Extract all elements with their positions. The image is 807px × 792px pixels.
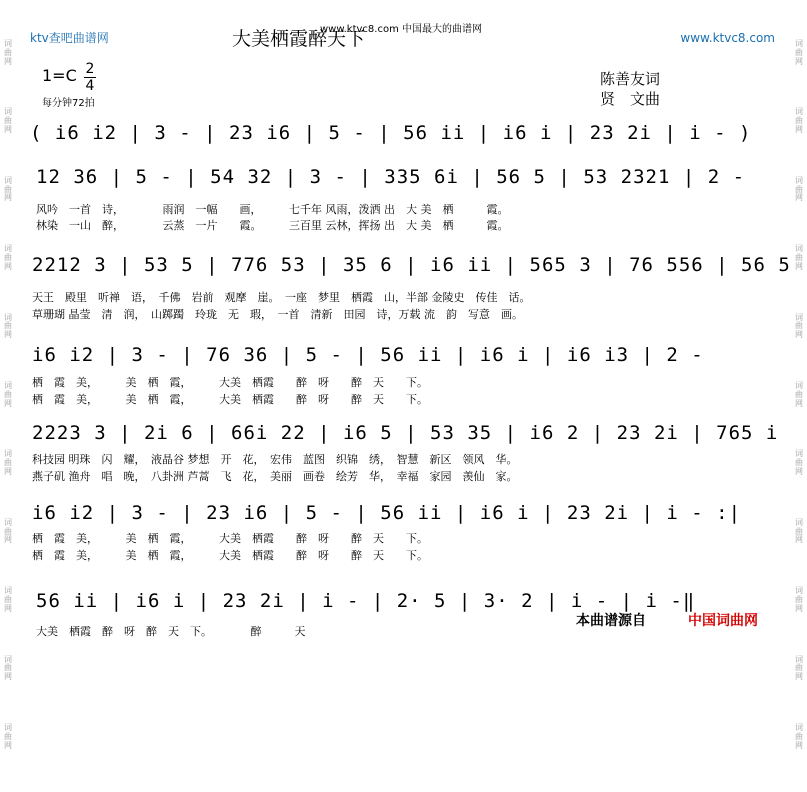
- site-url-right: www.ktvc8.com: [680, 31, 775, 45]
- melody-line-4: i6 i2 | 3 - | 76 36 | 5 - | 56 ii | i6 i | i6 i3 | 2 -: [32, 344, 704, 366]
- lyrics-line-2a: 风吟 一首 诗， 雨润 一幅 画， 七千年 风雨，泼洒 出 大 美 栖 霞。: [36, 203, 509, 216]
- source-label: 本曲谱源自: [576, 613, 646, 629]
- melody-line-3: 2212 3 | 53 5 | 776 53 | 35 6 | i6 ii | 565 3 | 76 556 | 56 5: [32, 254, 791, 276]
- site-name-left: ktv查吧曲谱网: [30, 31, 109, 45]
- key-signature: 1=C: [42, 66, 77, 85]
- melody-line-1: ( i6 i2 | 3 - | 23 i6 | 5 - | 56 ii | i6 i | 23 2i | i - ): [30, 122, 752, 144]
- time-signature: [84, 62, 96, 93]
- source-site: 中国词曲网: [688, 613, 758, 629]
- melody-line-5: 2223 3 | 2i 6 | 66i 22 | i6 5 | 53 35 | i6 2 | 23 2i | 765 i: [32, 422, 779, 444]
- lyrics-line-2b: 林染 一山 醉， 云蒸 一片 霞。 三百里 云林，挥扬 出 大 美 栖 霞。: [36, 219, 509, 232]
- melody-line-6: i6 i2 | 3 - | 23 i6 | 5 - | 56 ii | i6 i | 23 2i | i - :|: [32, 502, 742, 524]
- lyricist-credit: 陈善友词: [600, 70, 661, 88]
- lyrics-line-4b: 栖 霞 美， 美 栖 霞， 大美 栖霞 醉 呀 醉 天 下。: [32, 393, 428, 406]
- melody-line-2: 12 36 | 5 - | 54 32 | 3 - | 335 6i | 56 5 | 53 2321 | 2 -: [36, 166, 746, 188]
- lyrics-line-6b: 栖 霞 美， 美 栖 霞， 大美 栖霞 醉 呀 醉 天 下。: [32, 549, 428, 562]
- lyrics-line-3b: 草珊瑚 晶莹 清 润， 山踯躅 玲珑 无 瑕， 一首 清新 田园 诗，万载 流 韵 写意 画。: [32, 308, 523, 321]
- lyrics-line-6a: 栖 霞 美， 美 栖 霞， 大美 栖霞 醉 呀 醉 天 下。: [32, 532, 428, 545]
- song-title: 大美栖霞醉天下: [232, 28, 366, 50]
- melody-line-7: 56 ii | i6 i | 23 2i | i - | 2· 5 | 3· 2 | i - | i -‖: [36, 590, 696, 612]
- lyrics-line-5a: 科技园 明珠 闪 耀， 液晶谷 梦想 开 花， 宏伟 蓝图 织锦 绣， 智慧 新区 领风 华。: [32, 453, 518, 466]
- left-watermark: 词曲网 词曲网 词曲网 词曲网 词曲网 词曲网 词曲网 词曲网 词曲网 词曲网 词曲网: [4, 39, 12, 750]
- time-top: 2: [85, 61, 95, 77]
- time-bottom: 4: [85, 78, 95, 94]
- tempo-marking: 每分钟72拍: [42, 98, 95, 109]
- lyrics-line-4a: 栖 霞 美， 美 栖 霞， 大美 栖霞 醉 呀 醉 天 下。: [32, 376, 428, 389]
- lyrics-line-3a: 天王 殿里 听禅 语， 千佛 岩前 观摩 崖。 一座 梦里 栖霞 山，半部 金陵史 传佳 话。: [32, 291, 531, 304]
- composer-credit: 贤 文曲: [600, 90, 661, 108]
- title-overlay-text: www.ktvc8.com 中国最大的曲谱网: [320, 24, 483, 35]
- right-watermark: 词曲网 词曲网 词曲网 词曲网 词曲网 词曲网 词曲网 词曲网 词曲网 词曲网 词曲网: [795, 39, 803, 750]
- lyrics-line-7a: 大美 栖霞 醉 呀 醉 天 下。 醉 天: [36, 625, 306, 638]
- lyrics-line-5b: 燕子矶 渔舟 唱 晚， 八卦洲 芦蒿 飞 花， 美丽 画卷 绘芳 华， 幸福 家园 羡仙 家。: [32, 470, 518, 483]
